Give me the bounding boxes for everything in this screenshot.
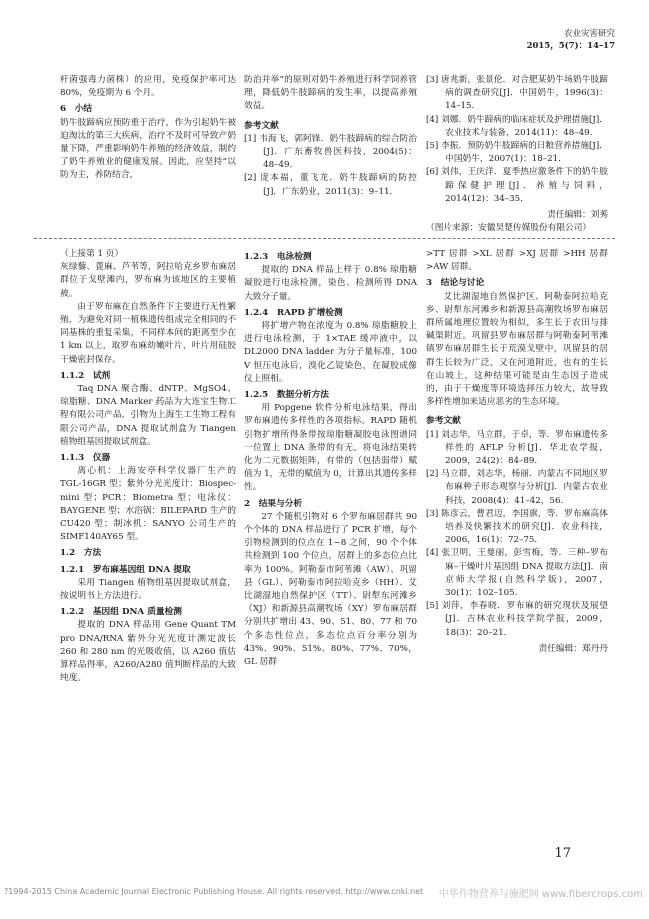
- paragraph: 由于罗布麻在自然条件下主要进行无性繁殖，为避免对同一植株遗传组成完全相同的不同基株的重复采集，不同样本间的距离至少在 1 km 以上，取罗布麻幼嫩叶片，叶片用硅胶干燥密封保存。: [60, 301, 236, 365]
- section-heading: 1.1.2 试剂: [60, 370, 111, 381]
- section-heading: 6 小结: [60, 104, 93, 115]
- section-heading: 1.2.3 电泳检测: [244, 252, 312, 262]
- paragraph: 提取的 DNA 样品用 Gene Quant TM pro DNA/RNA 紫外分光光度计测定波长 260 和 280 nm 的光吸收值，以 A260 值估算样品得率，A260/A280 值判断样品的大致纯度。: [60, 620, 236, 684]
- reference-item: [2] 马立群，刘志华，杨丽．内蒙古不同地区罗布麻种子形态观察与分析[J]．内蒙古农业科技，2008(4)：41–42，56．: [426, 469, 608, 506]
- top-column-3: [426, 74, 608, 235]
- reference-item: [4] 刘娜．奶牛蹄病的临床症状及护理措施[J]．农业技术与装备，2014(11)：48–49．: [426, 114, 608, 138]
- journal-header: [527, 28, 615, 52]
- site-watermark: 中华作物营养与施肥网 www.fibercrops.com: [438, 889, 643, 900]
- editor-credit: 责任编辑：郑丹丹: [538, 643, 608, 654]
- reference-item: [1] 刘志华，马立群，于卓，等．罗布麻遗传多样性的 AFLP 分析[J]．华北农学报，2009，24(2)：84–89．: [426, 429, 608, 467]
- paragraph: （图片来源：安徽昊楚传媒股份有限公司）: [426, 223, 592, 234]
- paragraph: 提取的 DNA 样品上样于 0.8% 琼脂糖凝胶进行电泳检测，染色、检测所得 DNA 大致分子量。: [244, 265, 417, 302]
- journal-issue: 2015，5(7)：14–17: [526, 41, 615, 51]
- bottom-column-1: [60, 248, 236, 686]
- page-number: 17: [554, 846, 571, 861]
- paragraph: （上接第 1 页）: [60, 249, 124, 259]
- reference-item: [5] 李振．预防奶牛肢蹄病的日粮营养措施[J]．中国奶牛，2007(1)：18–21．: [426, 141, 608, 165]
- paragraph: 艾比湖湿地自然保护区、阿勒泰阿拉哈克乡、尉犁东河滩乡和新源县高潮牧场罗布麻居群所属地理位置较为相似，多生长于农田与排碱渠附近。巩留县罗布麻居群与阿勒泰阿苇滩镇罗布麻居群生长于荒漠戈壁中，巩留县的居群生长较为广泛，又在河道附近，也有的生长在山坡上，这种结果可能是由生态因子造成的，由于干燥度等环境选择压力较大，故导致多样性增加来适应恶劣的生态环境。: [426, 291, 608, 408]
- copyright-footer: ?1994-2015 China Academic Journal Electronic Publishing House. All rights reserved. http://www.cnki.net: [4, 887, 424, 896]
- paragraph: 离心机：上海安亭科学仪器厂生产的 TGL-16GR 型；紫外分光光度计：Biospec-mini 型；PCR：Biometra 型；电泳仪：BAYGENE 型；水浴锅：BILEPARD 生产的 CU420 型；制冰机：SANYO 公司生产的 SIMF140AY65 型。: [60, 466, 236, 543]
- section-divider: [34, 238, 615, 239]
- paragraph: 采用 Tiangen 植物组基因提取试剂盒，按说明书上方法进行。: [60, 577, 236, 602]
- reference-item: [4] 张卫明，王曼丽，彭雪梅，等．三种–罗布麻–干燥叶片基因组 DNA 提取方法[J]．南京师大学报(自然科学版)，2007，30(1)：102–105．: [426, 548, 608, 599]
- paragraph: 用 Popgene 软件分析电泳结果，得出罗布麻遗传多样性的各项指标。RAPD 随机引物扩增所得条带按琼脂糖凝胶电泳图谱同一位置上 DNA 条带的有无，将电泳结果转化为二元数据矩阵，有带的（包括弱带）赋值为 1，无带的赋值为 0，计算出其遗传多样性。: [244, 403, 417, 493]
- paragraph: Taq DNA 聚合酶、dNTP、MgSO4、琼脂糖、DNA Marker 药品为大连宝生物工程有限公司产品，引物为上海生工生物工程有限公司产品，DNA 提取试剂盒为 Tiangen 植物组基因提取试剂盒。: [60, 384, 236, 447]
- reference-item: [3] 陈彦云，曹君迈，李国旗，等．罗布麻高体培养及快繁技术的研究[J]．农业科技，2006，16(1)：72–75．: [426, 508, 608, 546]
- section-heading: 2 结果与分析: [244, 498, 303, 509]
- journal-name: 农业灾害研究: [563, 29, 615, 39]
- section-heading: 1.1.3 仪器: [60, 453, 111, 464]
- section-heading: 3 结论与讨论: [426, 278, 485, 289]
- section-heading: 1.2.1 罗布麻基因组 DNA 提取: [60, 564, 191, 575]
- reference-item: [5] 刘萍，李春晓．罗布麻的研究现状及展望[J]．吉林农业科技学院学报，2009，18(3)：20–21．: [426, 601, 608, 638]
- section-heading: 1.2.4 RAPD 扩增检测: [244, 307, 343, 318]
- reference-item: [3] 唐兆新，张景伦．对合肥某奶牛场奶牛肢蹄病的调查研究[J]．中国奶牛，1996(3)：14–15．: [426, 75, 608, 112]
- top-column-2: [244, 74, 417, 199]
- paragraph: 奶牛肢蹄病应预防重于治疗，作为引起奶牛被迫淘汰的第三大疾病，治疗不及时可导致产奶量下降，严重影响奶牛养殖的经济效益，制约了奶牛养殖业的健康发展。因此，应坚持“以防为主，养防结合，: [60, 117, 236, 181]
- paragraph: 防治并举”的原则对奶牛养殖进行科学饲养管理，降低奶牛肢蹄病的发生率，以提高养殖效益。: [244, 75, 417, 112]
- bottom-column-3: [426, 248, 608, 656]
- references-heading: 参考文献: [244, 120, 279, 131]
- reference-item: [1] 韦海飞，郭阿锋．奶牛肢蹄病的综合防治[J]．广东畜牧兽医科技，2004(5)：48–49．: [244, 133, 417, 171]
- reference-item: [2] 庞本福，董飞龙．奶牛肢蹄病的防控[J]．广东奶业，2011(3)：9–11．: [244, 173, 417, 197]
- section-heading: 1.2.2 基因组 DNA 质量检测: [60, 607, 182, 618]
- editor-credit: 责任编辑：刘莠: [547, 210, 608, 221]
- references-heading: 参考文献: [426, 416, 461, 427]
- section-heading: 1.2 方法: [60, 548, 102, 559]
- section-heading: 1.2.5 数据分析方法: [244, 390, 329, 401]
- top-column-1: [60, 74, 236, 183]
- paragraph: 将扩增产物在浓度为 0.8% 琼脂糖胶上进行电泳检测，于 1×TAE 缓冲液中，以 DL2000 DNA ladder 为分子量标准，100 V 恒压电泳后，溴化乙锭染色，在凝胶成像仪上照相。: [244, 321, 417, 384]
- paragraph: 灰绿藜、蓖麻、芦苇等，阿拉哈克乡罗布麻居群位于戈壁滩内，罗布麻为该地区的主要植被。: [60, 262, 236, 299]
- reference-item: [6] 刘伟，王庆洋．夏季热应激条件下的奶牛肢蹄保健护理[J]．养殖与饲料，2014(12)：34–35．: [426, 167, 608, 204]
- paragraph: 27 个随机引物对 6 个罗布麻居群共 90 个个体的 DNA 样品进行了 PCR 扩增，每个引物检测到的位点在 1~8 之间，90 个个体共检测到 100 个位点，居群上的多态位点比率为 100%。阿勒泰市阿苇滩（AW）、巩留县（GL）、阿勒泰市阿拉哈克乡（HH）、艾比湖湿地自然保护区（TT）、尉犁东河滩乡（XJ）和新源县高潮牧场（XY）罗布麻居群分别共扩增出 43、90、51、80、77 和 70 个多态性位点，多态位点百分率分别为 43%、90%、51%、80%、77%、70%，GL 居群: [244, 511, 417, 668]
- bottom-column-2: [244, 248, 417, 669]
- paragraph: >TT 居群 >XL 居群 >XJ 居群 >HH 居群 >AW 居群。: [426, 249, 608, 273]
- paragraph: 杆菌强毒力菌株）的应用，免疫保护率可达 80%，免疫期为 6 个月。: [60, 75, 236, 99]
